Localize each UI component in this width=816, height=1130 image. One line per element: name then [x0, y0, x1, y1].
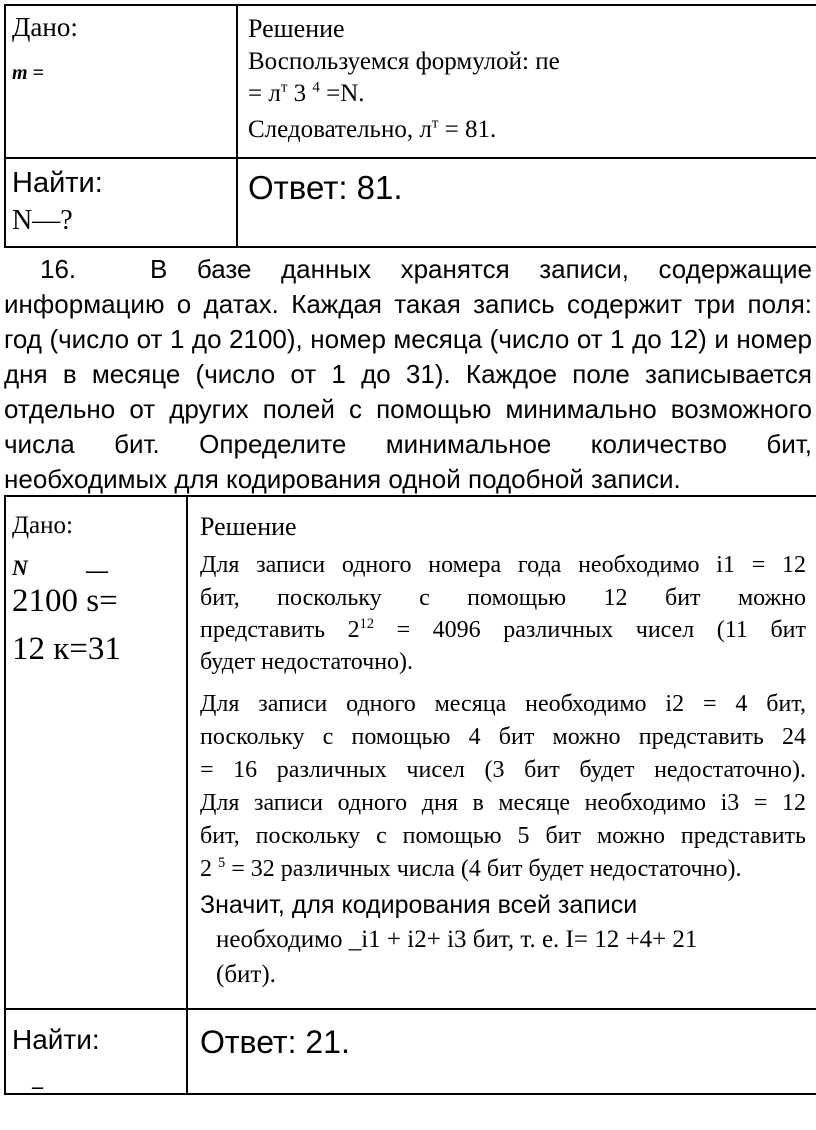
solution-line: (бит).: [216, 961, 276, 988]
table1-row-divider: [4, 157, 816, 159]
solution-line: Для записи одного номера года необходимо i1 = 12: [200, 552, 806, 578]
solution-line: бит, поскольку с помощью 12 бит можно: [200, 585, 806, 611]
table2-row-divider: [4, 1008, 816, 1010]
given-line: 12 к=31: [12, 631, 121, 667]
problem-line: В базе данных хранятся записи, содержащие: [150, 254, 812, 284]
table2-top-border: [4, 495, 816, 497]
problem-line: отдельно от других полей с помощью минимально возможного: [4, 394, 812, 424]
given-line: 2100 s=: [12, 583, 118, 619]
given-label: Дано:: [12, 12, 78, 42]
problem-number: 16.: [40, 254, 77, 284]
solution-line: будет недостаточно).: [200, 649, 414, 675]
solution-line: бит, поскольку с помощью 5 бит можно представить: [200, 823, 806, 849]
table2-left-border: [4, 495, 6, 1095]
table2-column-divider: [186, 495, 188, 1095]
table1-column-divider: [236, 4, 238, 248]
solution-line: Для записи одного дня в месяце необходимо i3 = 12: [200, 790, 806, 816]
answer: Ответ: 21.: [200, 1024, 350, 1060]
table2-bottom-border: [4, 1093, 816, 1095]
solution-line: = $л^т$ 3 $^4$ =N.: [248, 79, 365, 107]
problem-16-text: [4, 252, 812, 492]
solution-line: поскольку с помощью 4 бит можно представить 24: [200, 724, 806, 750]
solution-label: Решение: [200, 512, 297, 541]
solution-line: Воспользуемся формулой: пе: [248, 48, 560, 75]
table1-top-border: [4, 4, 816, 6]
answer: Ответ: 81.: [248, 169, 403, 206]
problem-line: необходимых для кодирования одной подобной записи.: [4, 464, 681, 494]
solution-label: Решение: [248, 14, 345, 43]
problem-line: год (число от 1 до 2100), номер месяца (число от 1 до 12) и номер: [4, 324, 812, 354]
given-dash: __: [86, 550, 108, 575]
given-n: N: [12, 555, 28, 580]
find-value: N—?: [12, 205, 73, 236]
solution-line: = 16 различных чисел (3 бит будет недостаточно).: [200, 757, 806, 783]
problem-line: дня в месяце (число от 1 до 31). Каждое поле записывается: [4, 359, 812, 389]
find-label: Найти:: [12, 1024, 100, 1055]
solution-line: Для записи одного месяца необходимо i2 = 4 бит,: [200, 691, 806, 717]
find-value: _: [32, 1066, 43, 1091]
solution-line: Значит, для кодирования всей записи: [200, 891, 638, 919]
solution-line: 2 $^5$ = 32 различных числа (4 бит будет недостаточно).: [200, 855, 742, 882]
table1-left-border: [4, 4, 6, 248]
solution-line: Следовательно, $л^т = 81$.: [248, 115, 497, 143]
given-label: Дано:: [12, 512, 73, 539]
given-value: m =: [12, 62, 44, 84]
problem-line: числа бит. Определите минимальное количество бит,: [4, 429, 812, 459]
solution-line: необходимо _i1 + i2+ i3 бит, т. е. I= 12 +4+ 21: [216, 926, 698, 953]
problem-line: информацию о датах. Каждая такая запись содержит три поля:: [4, 289, 812, 319]
solution-line: представить $2^{12} = 4096$ различных чисел (11 бит: [200, 616, 806, 643]
table1-bottom-border: [4, 246, 816, 248]
find-label: Найти:: [12, 167, 103, 199]
